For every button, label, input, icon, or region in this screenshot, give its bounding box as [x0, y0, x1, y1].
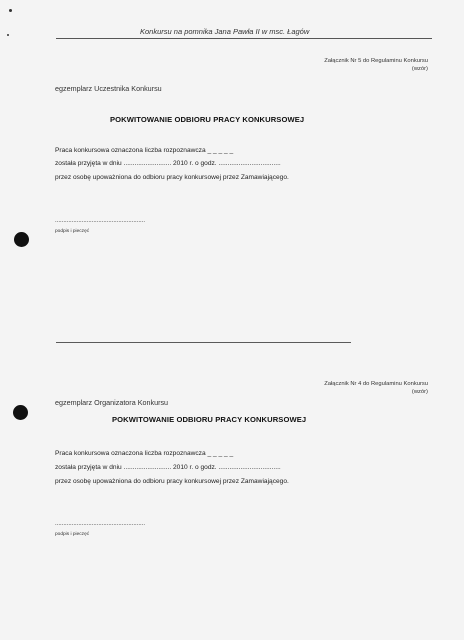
received-date-line: została przyjęta w dniu .......................... 2010 r. o godz. ..................................: [55, 160, 281, 167]
annex-number: Załącznik Nr 4 do Regulaminu Konkursu: [324, 381, 428, 387]
annex-reference: [324, 57, 428, 73]
paper-speck: [9, 9, 12, 12]
signature-line: ......................................................: [55, 218, 146, 224]
annex-number: Załącznik Nr 5 do Regulaminu Konkursu: [324, 58, 428, 64]
punch-hole-bottom: [13, 405, 28, 420]
cut-line: [56, 342, 351, 343]
signature-caption: podpis i pieczęć: [55, 229, 90, 234]
received-date-line: została przyjęta w dniu .......................... 2010 r. o godz. ..................................: [55, 464, 281, 471]
receipt-title: POKWITOWANIE ODBIORU PRACY KONKURSOWEJ: [112, 415, 307, 424]
header-rule: [56, 38, 432, 39]
annex-reference: [324, 380, 428, 396]
receipt-title: POKWITOWANIE ODBIORU PRACY KONKURSOWEJ: [110, 115, 305, 124]
authorized-person-line: przez osobę upoważniona do odbioru pracy konkursowej przez Zamawiającego.: [55, 478, 289, 485]
entry-code-line: Praca konkursowa oznaczona liczba rozpoznawcza _ _ _ _ _: [55, 147, 234, 154]
signature-line: ......................................................: [55, 521, 146, 527]
copy-label: egzemplarz Organizatora Konkursu: [55, 398, 169, 407]
entry-code-line: Praca konkursowa oznaczona liczba rozpoznawcza _ _ _ _ _: [55, 450, 234, 457]
authorized-person-line: przez osobę upoważniona do odbioru pracy konkursowej przez Zamawiającego.: [55, 174, 289, 181]
paper-speck: [7, 34, 9, 36]
punch-hole-top: [14, 232, 29, 247]
document-header: Konkursu na pomnika Jana Pawła II w msc. Łagów: [140, 27, 310, 36]
copy-label: egzemplarz Uczestnika Konkursu: [55, 84, 162, 93]
annex-template-note: (wzór): [411, 66, 428, 72]
annex-template-note: (wzór): [411, 389, 428, 395]
signature-caption: podpis i pieczęć: [55, 532, 90, 537]
